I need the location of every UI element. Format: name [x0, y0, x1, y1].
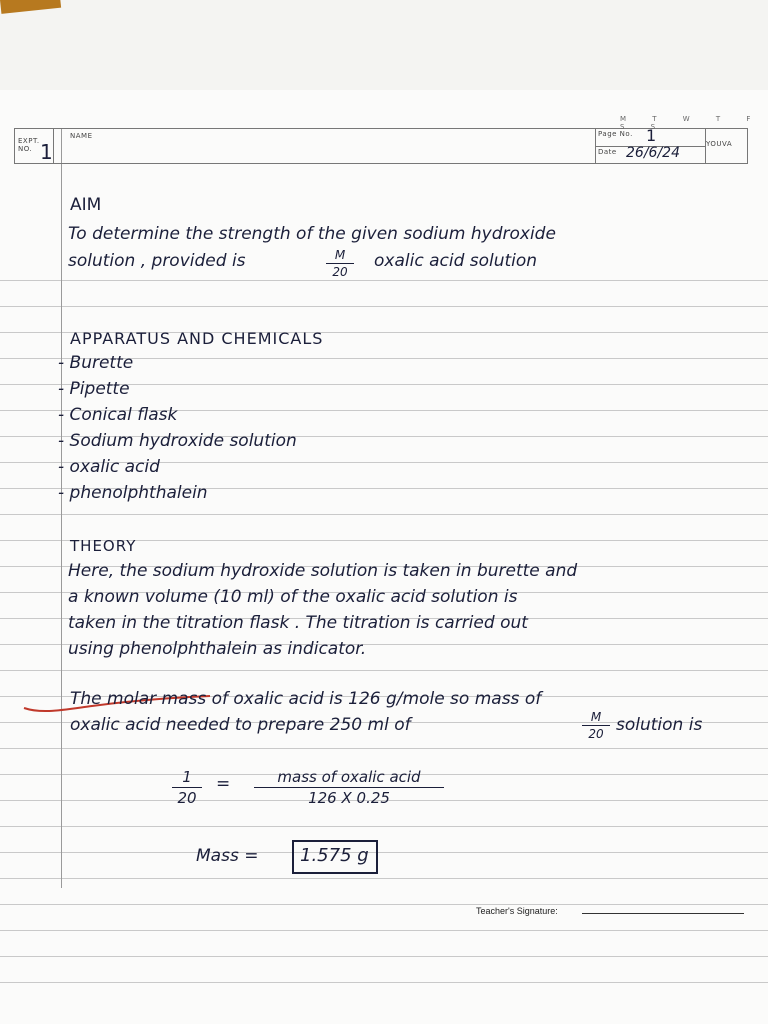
mass-label: Mass =	[196, 846, 259, 866]
apparatus-item-3: - Conical flask	[58, 405, 178, 425]
apparatus-item-label: Sodium hydroxide solution	[69, 431, 297, 451]
theory-line-1: Here, the sodium hydroxide solution is taken in burette and	[68, 561, 578, 581]
mass-value: 1.575 g	[300, 845, 369, 866]
page-no-label: Page No.	[598, 130, 633, 138]
apparatus-item-5: - oxalic acid	[58, 457, 160, 477]
notebook-cover-corner	[0, 0, 61, 14]
fraction-numerator: M	[582, 710, 610, 726]
apparatus-item-6: - phenolphthalein	[58, 483, 208, 503]
theory-line-4: using phenolphthalein as indicator.	[68, 639, 367, 659]
weekday-row: M T W T F S S	[620, 115, 763, 131]
fraction-denominator: 20	[177, 789, 197, 807]
fraction-denominator: 20	[332, 265, 348, 279]
equation-rhs	[254, 768, 444, 807]
fraction-numerator: mass of oxalic acid	[254, 768, 444, 788]
aim-heading: AIM	[70, 195, 102, 215]
fraction-numerator: M	[326, 248, 354, 264]
fraction-denominator: 20	[588, 727, 604, 741]
theory-line-2: a known volume (10 ml) of the oxalic acid solution is	[68, 587, 518, 607]
apparatus-item-1: - Burette	[58, 353, 134, 373]
calc-line-1: The molar mass of oxalic acid is 126 g/mole so mass of	[70, 689, 542, 709]
theory-heading: THEORY	[70, 537, 137, 555]
calc-line-2-start: oxalic acid needed to prepare 250 ml of	[70, 715, 411, 735]
aim-fraction	[326, 248, 354, 279]
calc-line-2-end: solution is	[616, 715, 703, 735]
aim-line-1: To determine the strength of the given sodium hydroxide	[68, 224, 556, 244]
signature-line	[582, 913, 744, 914]
header-divider	[53, 129, 54, 163]
fraction-numerator: 1	[172, 768, 202, 788]
apparatus-heading: APPARATUS AND CHEMICALS	[70, 329, 324, 348]
aim-line-2-start: solution , provided is	[68, 251, 246, 271]
apparatus-item-label: Pipette	[69, 379, 130, 399]
teacher-signature-label: Teacher's Signature:	[476, 906, 558, 916]
apparatus-item-label: Conical flask	[69, 405, 178, 425]
date-value: 26/6/24	[626, 145, 680, 161]
aim-line-2-end: oxalic acid solution	[374, 251, 538, 271]
equation-equals: =	[216, 774, 231, 794]
name-label: NAME	[70, 132, 93, 140]
page-number: 1	[646, 126, 657, 145]
expt-number: 1	[40, 140, 53, 164]
equation-lhs	[172, 768, 202, 807]
margin-line	[61, 128, 62, 888]
apparatus-item-4: - Sodium hydroxide solution	[58, 431, 297, 451]
date-label: Date	[598, 148, 617, 156]
apparatus-item-2: - Pipette	[58, 379, 130, 399]
fraction-denominator: 126 X 0.25	[308, 789, 390, 807]
calc-fraction	[582, 710, 610, 741]
apparatus-item-label: phenolphthalein	[69, 483, 208, 503]
apparatus-item-label: Burette	[69, 353, 134, 373]
theory-line-3: taken in the titration flask . The titration is carried out	[68, 613, 528, 633]
expt-label: EXPT. NO.	[18, 137, 40, 153]
brand-logo: YOUVA	[706, 140, 733, 148]
apparatus-item-label: oxalic acid	[69, 457, 160, 477]
